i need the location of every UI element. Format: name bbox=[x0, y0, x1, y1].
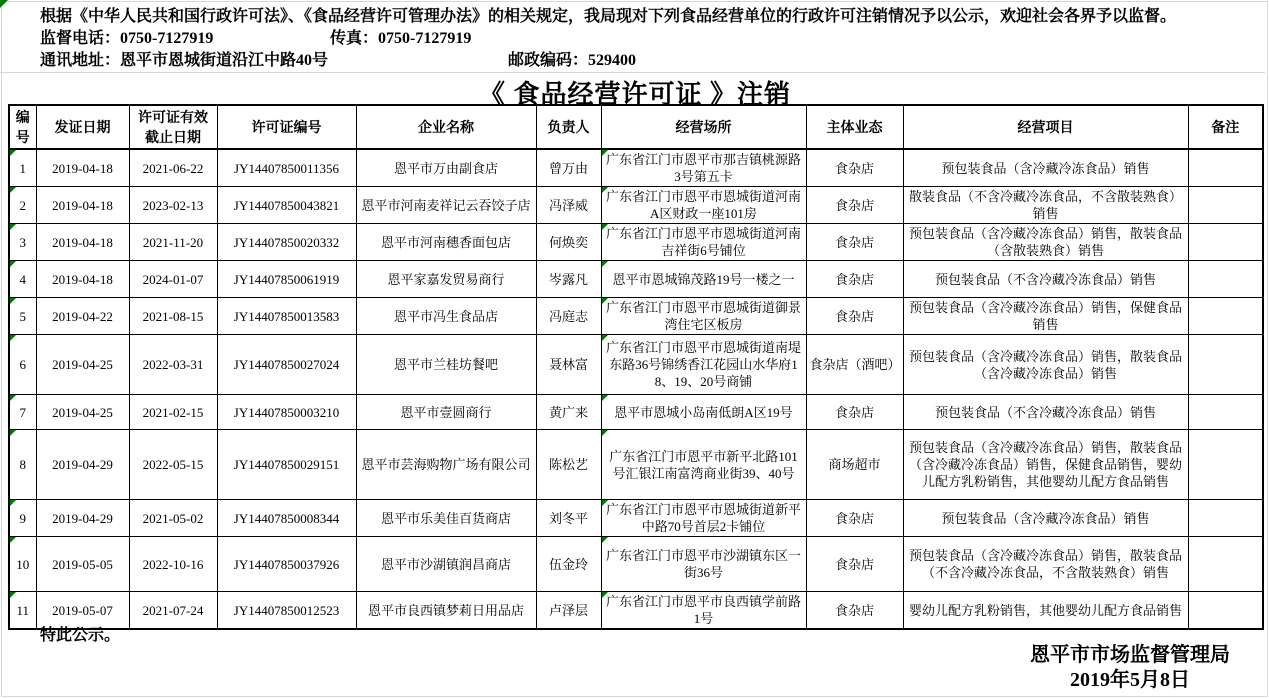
row-number-cell: 6 bbox=[9, 335, 36, 395]
issue-date-cell: 2019-04-18 bbox=[36, 187, 129, 224]
header-expire-date: 许可证有效截止日期 bbox=[129, 105, 217, 149]
row-number-cell: 8 bbox=[9, 430, 36, 500]
license-number-cell: JY14407850008344 bbox=[217, 500, 356, 537]
expire-date-cell: 2021-08-15 bbox=[129, 298, 217, 335]
issue-date-cell: 2019-04-18 bbox=[36, 261, 129, 298]
row-number-cell: 5 bbox=[9, 298, 36, 335]
company-name-cell: 恩平市万由副食店 bbox=[356, 149, 536, 187]
business-type-cell: 食杂店 bbox=[806, 298, 903, 335]
expire-date-cell: 2022-03-31 bbox=[129, 335, 217, 395]
remark-cell bbox=[1188, 298, 1263, 335]
remark-cell bbox=[1188, 224, 1263, 261]
issue-date-cell: 2019-04-22 bbox=[36, 298, 129, 335]
business-type-cell: 食杂店 bbox=[806, 187, 903, 224]
license-number-cell: JY14407850013583 bbox=[217, 298, 356, 335]
header-principal: 负责人 bbox=[536, 105, 601, 149]
company-name-cell: 恩平市壹圆商行 bbox=[356, 395, 536, 430]
business-type-cell: 食杂店 bbox=[806, 537, 903, 592]
premises-cell: 广东省江门市恩平市恩城街道新平中路70号首层2卡铺位 bbox=[601, 500, 806, 537]
issue-date-cell: 2019-04-18 bbox=[36, 149, 129, 187]
scope-cell: 预包装食品（不含冷藏冷冻食品）销售 bbox=[903, 395, 1188, 430]
premises-cell: 广东省江门市恩平市恩城街道河南A区财政一座101房 bbox=[601, 187, 806, 224]
remark-cell bbox=[1188, 430, 1263, 500]
company-name-cell: 恩平市乐美佳百货商店 bbox=[356, 500, 536, 537]
license-number-cell: JY14407850020332 bbox=[217, 224, 356, 261]
company-name-cell: 恩平市兰桂坊餐吧 bbox=[356, 335, 536, 395]
license-number-cell: JY14407850061919 bbox=[217, 261, 356, 298]
company-name-cell: 恩平市河南穗香面包店 bbox=[356, 224, 536, 261]
scope-cell: 预包装食品（不含冷藏冷冻食品）销售 bbox=[903, 261, 1188, 298]
premises-cell: 广东省江门市恩平市恩城街道河南吉祥街6号铺位 bbox=[601, 224, 806, 261]
fax-number: 传真：0750-7127919 bbox=[330, 30, 472, 47]
premises-cell: 恩平市恩城小岛南低朗A区19号 bbox=[601, 395, 806, 430]
premises-cell: 广东省江门市恩平市恩城街道南堤东路36号锦绣香江花园山水华府18、19、20号商铺 bbox=[601, 335, 806, 395]
table-row bbox=[9, 592, 1263, 630]
table-row bbox=[9, 395, 1263, 430]
remark-cell bbox=[1188, 537, 1263, 592]
principal-cell: 卢泽层 bbox=[536, 592, 601, 630]
issue-date-cell: 2019-04-25 bbox=[36, 395, 129, 430]
row-number-cell: 11 bbox=[9, 592, 36, 630]
scope-cell: 预包装食品（含冷藏冷冻食品）销售 bbox=[903, 500, 1188, 537]
header-issue-date: 发证日期 bbox=[36, 105, 129, 149]
issue-date-cell: 2019-05-05 bbox=[36, 537, 129, 592]
business-type-cell: 食杂店 bbox=[806, 261, 903, 298]
scope-cell: 散装食品（不含冷藏冷冻食品，不含散装熟食）销售 bbox=[903, 187, 1188, 224]
table-row bbox=[9, 298, 1263, 335]
row-number-cell: 1 bbox=[9, 149, 36, 187]
table-header-row bbox=[9, 105, 1263, 149]
business-type-cell: 食杂店 bbox=[806, 149, 903, 187]
table-row bbox=[9, 500, 1263, 537]
company-name-cell: 恩平市沙湖镇润昌商店 bbox=[356, 537, 536, 592]
table-row bbox=[9, 187, 1263, 224]
header-premises: 经营场所 bbox=[601, 105, 806, 149]
mailing-address: 通讯地址：恩平市恩城街道沿江中路40号 bbox=[40, 52, 329, 69]
principal-cell: 刘冬平 bbox=[536, 500, 601, 537]
expire-date-cell: 2021-11-20 bbox=[129, 224, 217, 261]
remark-cell bbox=[1188, 592, 1263, 630]
table-row bbox=[9, 224, 1263, 261]
scope-cell: 预包装食品（含冷藏冷冻食品）销售，散装食品（含散装熟食）销售 bbox=[903, 224, 1188, 261]
license-table-body bbox=[9, 149, 1263, 629]
issue-date-cell: 2019-04-29 bbox=[36, 500, 129, 537]
business-type-cell: 食杂店（酒吧） bbox=[806, 335, 903, 395]
section-divider bbox=[0, 72, 1265, 73]
table-row bbox=[9, 537, 1263, 592]
issue-date-cell: 2019-05-07 bbox=[36, 592, 129, 630]
expire-date-cell: 2021-02-15 bbox=[129, 395, 217, 430]
remark-cell bbox=[1188, 335, 1263, 395]
scope-cell: 婴幼儿配方乳粉销售，其他婴幼儿配方食品销售 bbox=[903, 592, 1188, 630]
company-name-cell: 恩平家嘉发贸易商行 bbox=[356, 261, 536, 298]
signature-block bbox=[1030, 643, 1230, 693]
notice-intro: 根据《中华人民共和国行政许可法》、《食品经营许可管理办法》的相关规定，我局现对下列食品经营单位的行政许可注销情况予以公示，欢迎社会各界予以监督。 bbox=[40, 8, 1177, 25]
table-row bbox=[9, 430, 1263, 500]
remark-cell bbox=[1188, 395, 1263, 430]
row-number-cell: 9 bbox=[9, 500, 36, 537]
principal-cell: 何焕奕 bbox=[536, 224, 601, 261]
issue-date-cell: 2019-04-18 bbox=[36, 224, 129, 261]
remark-cell bbox=[1188, 500, 1263, 537]
cell-error-indicator-icon bbox=[0, 0, 8, 8]
supervision-phone: 监督电话：0750-7127919 bbox=[40, 30, 214, 47]
page-title: 《 食品经营许可证 》注销 bbox=[478, 80, 791, 109]
business-type-cell: 食杂店 bbox=[806, 224, 903, 261]
license-number-cell: JY14407850027024 bbox=[217, 335, 356, 395]
header-license-number: 许可证编号 bbox=[217, 105, 356, 149]
company-name-cell: 恩平市河南麦祥记云吞饺子店 bbox=[356, 187, 536, 224]
principal-cell: 岑露凡 bbox=[536, 261, 601, 298]
company-name-cell: 恩平市芸海购物广场有限公司 bbox=[356, 430, 536, 500]
premises-cell: 广东省江门市恩平市新平北路101号汇银江南富湾商业街39、40号 bbox=[601, 430, 806, 500]
row-number-cell: 4 bbox=[9, 261, 36, 298]
header-row-number: 编号 bbox=[9, 105, 36, 149]
principal-cell: 黄广来 bbox=[536, 395, 601, 430]
premises-cell: 广东省江门市恩平市沙湖镇东区一街36号 bbox=[601, 537, 806, 592]
notice-header bbox=[40, 6, 1262, 72]
issue-date-cell: 2019-04-25 bbox=[36, 335, 129, 395]
scope-cell: 预包装食品（含冷藏冷冻食品）销售 bbox=[903, 149, 1188, 187]
license-number-cell: JY14407850029151 bbox=[217, 430, 356, 500]
expire-date-cell: 2022-10-16 bbox=[129, 537, 217, 592]
business-type-cell: 食杂店 bbox=[806, 500, 903, 537]
premises-cell: 恩平市恩城锦茂路19号一楼之一 bbox=[601, 261, 806, 298]
postal-code: 邮政编码：529400 bbox=[508, 52, 637, 69]
scope-cell: 预包装食品（含冷藏冷冻食品）销售，保健食品销售 bbox=[903, 298, 1188, 335]
header-company-name: 企业名称 bbox=[356, 105, 536, 149]
premises-cell: 广东省江门市恩平市那吉镇桃源路3号第五卡 bbox=[601, 149, 806, 187]
expire-date-cell: 2023-02-13 bbox=[129, 187, 217, 224]
scope-cell: 预包装食品（含冷藏冷冻食品）销售，散装食品（含冷藏冷冻食品）销售 bbox=[903, 335, 1188, 395]
license-number-cell: JY14407850003210 bbox=[217, 395, 356, 430]
expire-date-cell: 2024-01-07 bbox=[129, 261, 217, 298]
company-name-cell: 恩平市良西镇梦莉日用品店 bbox=[356, 592, 536, 630]
company-name-cell: 恩平市冯生食品店 bbox=[356, 298, 536, 335]
principal-cell: 陈松艺 bbox=[536, 430, 601, 500]
principal-cell: 冯庭志 bbox=[536, 298, 601, 335]
header-remark: 备注 bbox=[1188, 105, 1263, 149]
contact-line bbox=[40, 28, 1262, 50]
closing-statement: 特此公示。 bbox=[40, 627, 121, 644]
license-number-cell: JY14407850011356 bbox=[217, 149, 356, 187]
table-row bbox=[9, 261, 1263, 298]
business-type-cell: 商场超市 bbox=[806, 430, 903, 500]
premises-cell: 广东省江门市恩平市良西镇学前路1号 bbox=[601, 592, 806, 630]
header-scope: 经营项目 bbox=[903, 105, 1188, 149]
license-number-cell: JY14407850012523 bbox=[217, 592, 356, 630]
license-cancellation-table bbox=[8, 104, 1264, 630]
principal-cell: 聂林富 bbox=[536, 335, 601, 395]
remark-cell bbox=[1188, 261, 1263, 298]
expire-date-cell: 2021-05-02 bbox=[129, 500, 217, 537]
row-number-cell: 10 bbox=[9, 537, 36, 592]
address-line bbox=[40, 50, 1262, 72]
business-type-cell: 食杂店 bbox=[806, 395, 903, 430]
issue-date-footer: 2019年5月8日 bbox=[1070, 669, 1190, 691]
scope-cell: 预包装食品（含冷藏冷冻食品）销售，散装食品（不含冷藏冷冻食品，不含散装熟食）销售 bbox=[903, 537, 1188, 592]
remark-cell bbox=[1188, 187, 1263, 224]
header-business-type: 主体业态 bbox=[806, 105, 903, 149]
row-number-cell: 2 bbox=[9, 187, 36, 224]
premises-cell: 广东省江门市恩平市恩城街道御景湾住宅区板房 bbox=[601, 298, 806, 335]
scope-cell: 预包装食品（含冷藏冷冻食品）销售，散装食品（含冷藏冷冻食品）销售，保健食品销售，婴幼儿配方乳粉销售，其他婴幼儿配方食品销售 bbox=[903, 430, 1188, 500]
remark-cell bbox=[1188, 149, 1263, 187]
row-number-cell: 3 bbox=[9, 224, 36, 261]
issue-date-cell: 2019-04-29 bbox=[36, 430, 129, 500]
license-number-cell: JY14407850037926 bbox=[217, 537, 356, 592]
principal-cell: 伍金玲 bbox=[536, 537, 601, 592]
issuing-agency: 恩平市市场监督管理局 bbox=[1030, 644, 1230, 666]
license-number-cell: JY14407850043821 bbox=[217, 187, 356, 224]
table-row bbox=[9, 335, 1263, 395]
expire-date-cell: 2022-05-15 bbox=[129, 430, 217, 500]
principal-cell: 曾万由 bbox=[536, 149, 601, 187]
business-type-cell: 食杂店 bbox=[806, 592, 903, 630]
expire-date-cell: 2021-07-24 bbox=[129, 592, 217, 630]
principal-cell: 冯泽威 bbox=[536, 187, 601, 224]
expire-date-cell: 2021-06-22 bbox=[129, 149, 217, 187]
table-row bbox=[9, 149, 1263, 187]
row-number-cell: 7 bbox=[9, 395, 36, 430]
